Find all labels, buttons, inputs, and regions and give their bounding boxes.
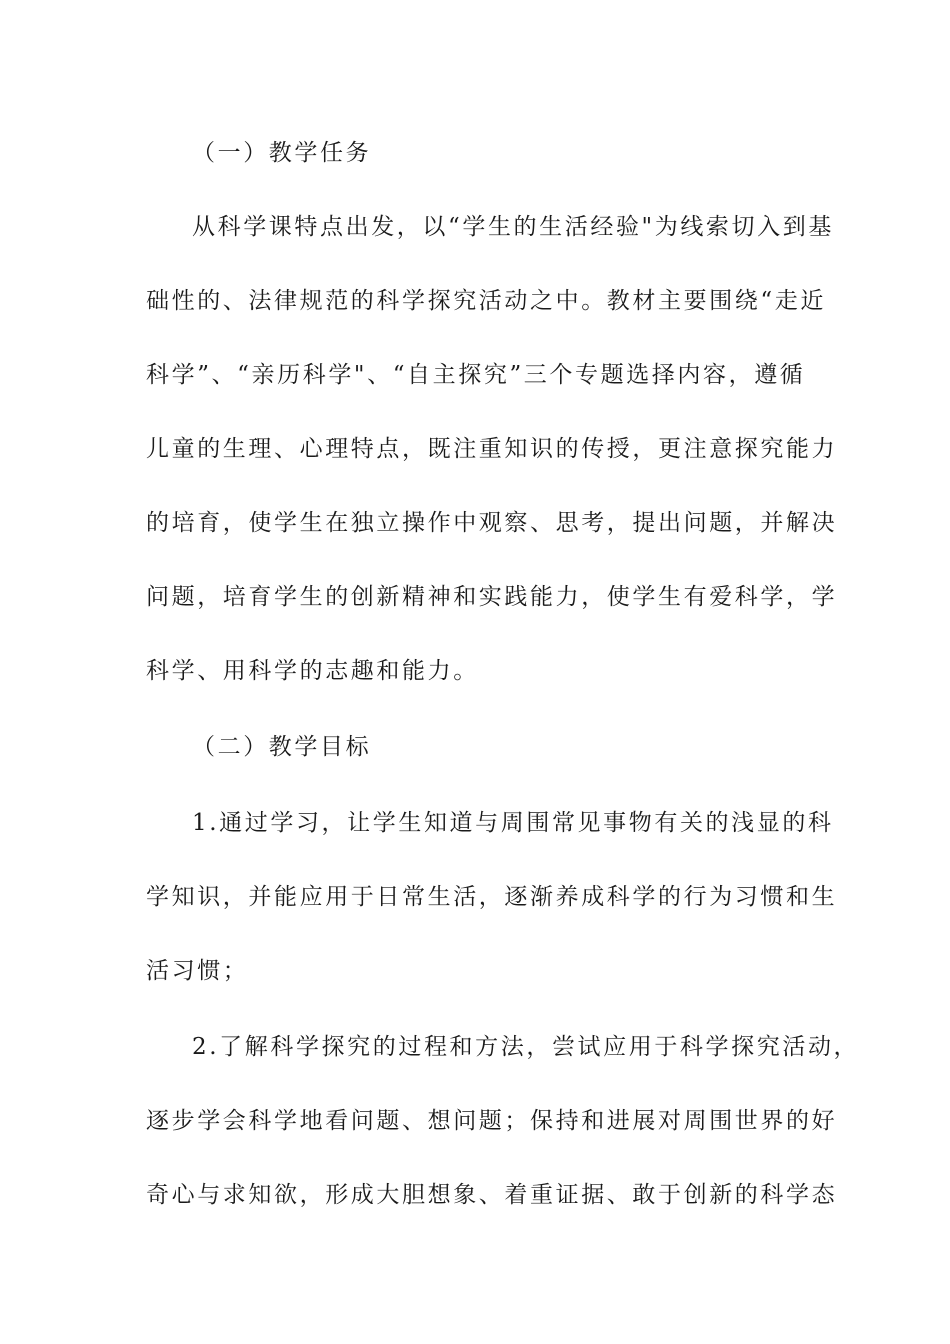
paragraph-line: 2.了解科学探究的过程和方法，尝试应用于科学探究活动，: [192, 1034, 860, 1060]
section-heading-teaching-goals: （二）教学目标: [192, 734, 372, 760]
paragraph-line: 学知识，并能应用于日常生活，逐渐养成科学的行为习惯和生: [146, 884, 838, 910]
section-heading-teaching-tasks: （一）教学任务: [192, 140, 372, 166]
paragraph-line: 科学”、“亲历科学"、“自主探究”三个专题选择内容，遵循: [146, 362, 806, 388]
paragraph-line: 问题，培育学生的创新精神和实践能力，使学生有爱科学，学: [146, 584, 838, 610]
paragraph-line: 儿童的生理、心理特点，既注重知识的传授，更注意探究能力: [146, 436, 838, 462]
paragraph-line: 的培育，使学生在独立操作中观察、思考，提出问题，并解决: [146, 510, 838, 536]
paragraph-line: 础性的、法律规范的科学探究活动之中。教材主要围绕“走近: [146, 288, 826, 314]
paragraph-line: 活习惯；: [146, 958, 249, 984]
paragraph-line: 从科学课特点出发，以“学生的生活经验"为线索切入到基: [192, 214, 834, 240]
paragraph-line: 1.通过学习，让学生知道与周围常见事物有关的浅显的科: [192, 810, 834, 836]
paragraph-line: 逐步学会科学地看问题、想问题；保持和进展对周围世界的好: [146, 1108, 838, 1134]
paragraph-line: 科学、用科学的志趣和能力。: [146, 658, 479, 684]
paragraph-line: 奇心与求知欲，形成大胆想象、着重证据、敢于创新的科学态: [146, 1182, 838, 1208]
